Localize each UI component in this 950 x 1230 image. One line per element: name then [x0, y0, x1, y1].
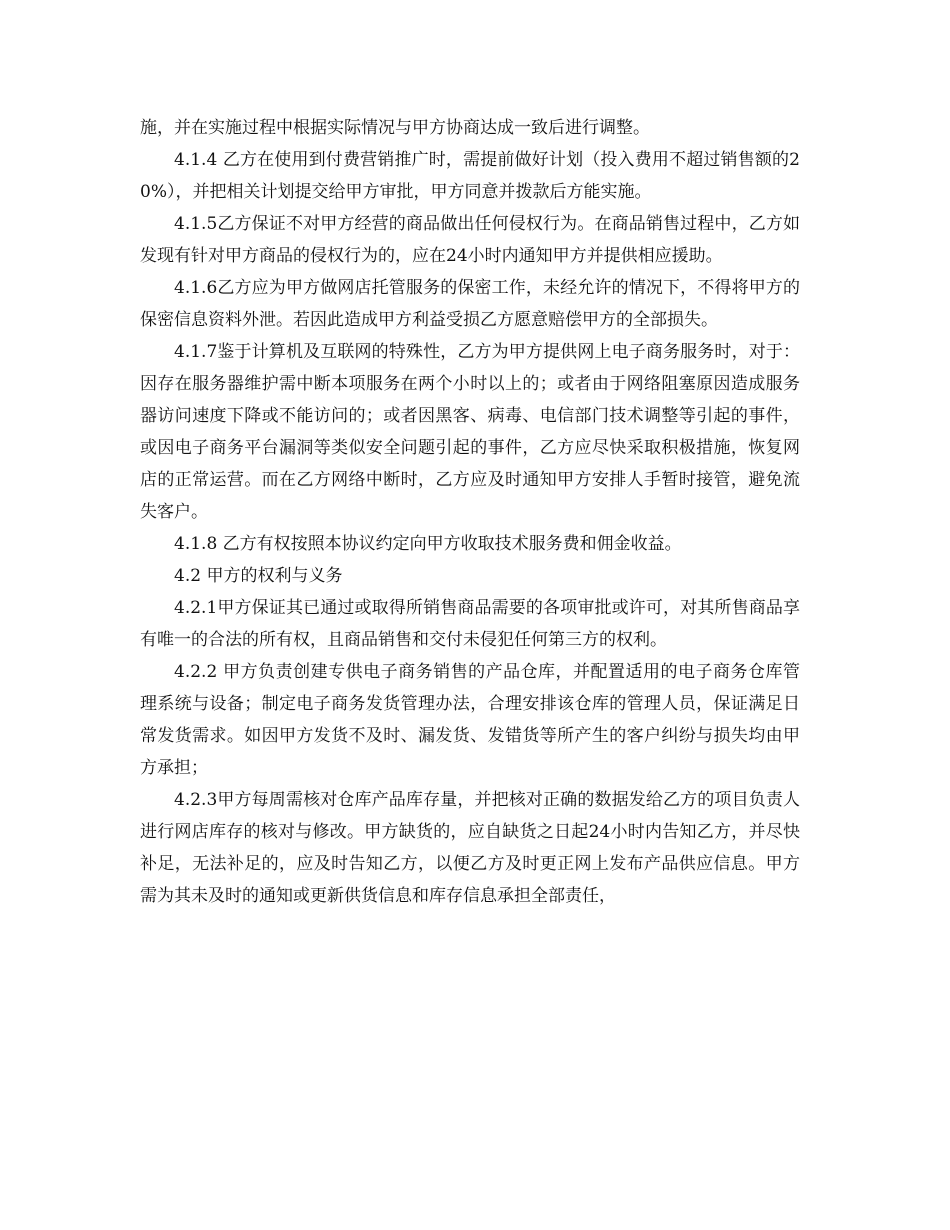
document-body	[140, 112, 800, 912]
clause-4-1-4: 4.1.4 乙方在使用到付费营销推广时，需提前做好计划（投入费用不超过销售额的20%），并把相关计划提交给甲方审批，甲方同意并拨款后方能实施。	[140, 150, 800, 202]
clause-4-1-6: 4.1.6乙方应为甲方做网店托管服务的保密工作，未经允许的情况下，不得将甲方的保密信息资料外泄。若因此造成甲方利益受损乙方愿意赔偿甲方的全部损失。	[140, 278, 800, 330]
clause-4-1-8: 4.1.8 乙方有权按照本协议约定向甲方收取技术服务费和佣金收益。	[174, 534, 682, 554]
paragraph-continuation: 施，并在实施过程中根据实际情况与甲方协商达成一致后进行调整。	[140, 118, 650, 138]
clause-4-1-5: 4.1.5乙方保证不对甲方经营的商品做出任何侵权行为。在商品销售过程中，乙方如发现有针对甲方商品的侵权行为的，应在24小时内通知甲方并提供相应援助。	[140, 214, 800, 266]
clause-4-2-2: 4.2.2 甲方负责创建专供电子商务销售的产品仓库，并配置适用的电子商务仓库管理系统与设备；制定电子商务发货管理办法，合理安排该仓库的管理人员，保证满足日常发货需求。如因甲方发货不及时、漏发货、发错货等所产生的客户纠纷与损失均由甲方承担；	[140, 662, 800, 778]
clause-4-2-1: 4.2.1甲方保证其已通过或取得所销售商品需要的各项审批或许可，对其所售商品享有唯一的合法的所有权，且商品销售和交付未侵犯任何第三方的权利。	[140, 598, 800, 650]
clause-4-2-3: 4.2.3甲方每周需核对仓库产品库存量，并把核对正确的数据发给乙方的项目负责人进行网店库存的核对与修改。甲方缺货的，应自缺货之日起24小时内告知乙方，并尽快补足，无法补足的，应及时告知乙方，以便乙方及时更正网上发布产品供应信息。甲方需为其未及时的通知或更新供货信息和库存信息承担全部责任，	[140, 790, 800, 906]
section-heading-4-2: 4.2 甲方的权利与义务	[174, 566, 343, 586]
clause-4-1-7: 4.1.7鉴于计算机及互联网的特殊性，乙方为甲方提供网上电子商务服务时，对于：因存在服务器维护需中断本项服务在两个小时以上的；或者由于网络阻塞原因造成服务器访问速度下降或不能访问的；或者因黑客、病毒、电信部门技术调整等引起的事件，或因电子商务平台漏洞等类似安全问题引起的事件，乙方应尽快采取积极措施，恢复网店的正常运营。而在乙方网络中断时，乙方应及时通知甲方安排人手暂时接管，避免流失客户。	[140, 342, 800, 522]
